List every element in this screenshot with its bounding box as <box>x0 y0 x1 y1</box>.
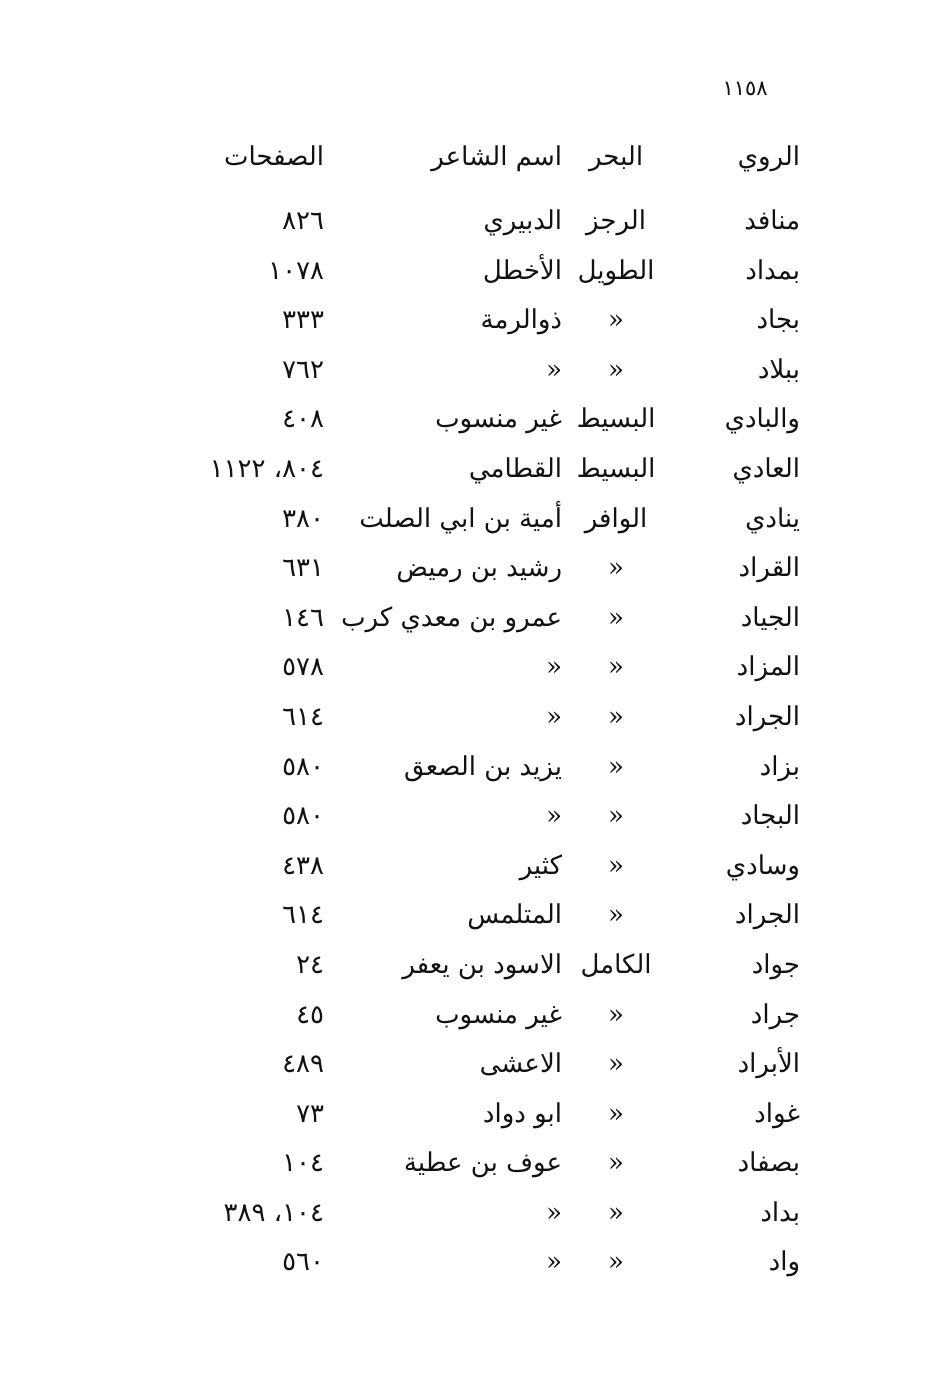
cell-poet: عمرو بن معدي كرب <box>341 602 562 633</box>
cell-poet: « <box>546 652 562 683</box>
cell-pages: ٥٦٠ <box>282 1247 324 1278</box>
cell-rawi: العادي <box>732 453 800 484</box>
cell-poet: الأخطل <box>482 255 562 286</box>
cell-bahr: الوافر <box>584 503 648 534</box>
cell-poet: « <box>546 701 562 732</box>
cell-pages: ١٠٤، ٣٨٩ <box>223 1197 324 1228</box>
cell-pages: ٨٢٦ <box>282 206 324 236</box>
cell-rawi: البجاد <box>740 801 800 832</box>
cell-poet: عوف بن عطية <box>403 1148 562 1179</box>
cell-pages: ٥٧٨ <box>282 652 324 683</box>
cell-bahr: « <box>608 354 624 385</box>
cell-rawi: غواد <box>754 1098 800 1129</box>
cell-poet: أمية بن ابي الصلت <box>359 503 562 534</box>
cell-pages: ٦١٤ <box>282 900 324 931</box>
cell-poet: « <box>546 354 562 385</box>
cell-bahr: « <box>608 900 624 931</box>
cell-pages: ١٠٧٨ <box>268 255 324 286</box>
cell-bahr: « <box>608 553 624 584</box>
table-row <box>0 1189 934 1239</box>
cell-bahr: « <box>608 751 624 782</box>
cell-bahr: « <box>608 701 624 732</box>
table-row <box>0 395 934 445</box>
rhyme-index-table <box>0 125 934 1288</box>
cell-rawi: بزاد <box>759 751 800 782</box>
cell-bahr: « <box>608 652 624 683</box>
cell-poet: الاسود بن يعفر <box>402 949 562 980</box>
page-number: ١١٥٨ <box>722 76 768 100</box>
cell-bahr: الرجز <box>586 206 646 236</box>
cell-bahr: « <box>608 999 624 1030</box>
cell-pages: ٣٨٠ <box>282 503 324 534</box>
cell-rawi: بجاد <box>756 305 800 336</box>
cell-poet: ابو دواد <box>482 1098 562 1129</box>
cell-rawi: المزاد <box>736 652 800 683</box>
cell-poet: المتلمس <box>467 900 562 931</box>
table-row <box>0 495 934 545</box>
cell-pages: ٧٦٢ <box>282 354 324 385</box>
cell-pages: ٣٣٣ <box>282 305 324 336</box>
table-row <box>0 643 934 693</box>
cell-poet: القطامي <box>468 453 562 484</box>
cell-poet: « <box>546 801 562 832</box>
table-header-row <box>0 125 934 197</box>
cell-rawi: واد <box>768 1247 800 1278</box>
cell-bahr: « <box>608 602 624 633</box>
cell-poet: « <box>546 1197 562 1228</box>
table-row <box>0 792 934 842</box>
cell-pages: ٥٨٠ <box>282 751 324 782</box>
cell-bahr: البسيط <box>576 404 656 435</box>
cell-pages: ١٤٦ <box>282 602 324 633</box>
cell-bahr: « <box>608 1049 624 1080</box>
cell-rawi: جواد <box>751 949 800 980</box>
cell-rawi: ببلاد <box>757 354 800 385</box>
table-row <box>0 1090 934 1140</box>
cell-poet: غير منسوب <box>435 999 562 1030</box>
table-row <box>0 346 934 396</box>
cell-pages: ٥٨٠ <box>282 801 324 832</box>
table-row <box>0 247 934 297</box>
table-row <box>0 1040 934 1090</box>
cell-bahr: « <box>608 305 624 336</box>
cell-pages: ٦٣١ <box>282 553 324 584</box>
cell-bahr: الكامل <box>580 949 652 980</box>
cell-pages: ٤٥ <box>296 999 324 1030</box>
header-bahr: البحر <box>588 142 644 172</box>
cell-rawi: بصفاد <box>737 1148 800 1179</box>
cell-poet: كثير <box>519 850 562 881</box>
cell-rawi: ينادي <box>745 503 800 534</box>
header-poet: اسم الشاعر <box>431 142 562 172</box>
cell-rawi: بداد <box>760 1197 800 1228</box>
table-row <box>0 544 934 594</box>
cell-rawi: جراد <box>750 999 800 1030</box>
cell-poet: الدبيري <box>483 206 562 236</box>
cell-poet: غير منسوب <box>435 404 562 435</box>
cell-pages: ٨٠٤، ١١٢٢ <box>209 453 324 484</box>
cell-rawi: الجراد <box>734 900 800 931</box>
cell-pages: ٤٠٨ <box>282 404 324 435</box>
table-row <box>0 445 934 495</box>
cell-bahr: « <box>608 850 624 881</box>
cell-rawi: وسادي <box>725 850 800 881</box>
cell-pages: ٦١٤ <box>282 701 324 732</box>
cell-poet: الاعشى <box>479 1049 562 1080</box>
cell-poet: « <box>546 1247 562 1278</box>
cell-poet: يزيد بن الصعق <box>404 751 562 782</box>
cell-rawi: بمداد <box>745 255 800 286</box>
table-row <box>0 197 934 247</box>
cell-poet: ذوالرمة <box>480 305 562 336</box>
table-row <box>0 693 934 743</box>
cell-rawi: الجياد <box>740 602 800 633</box>
table-row <box>0 1238 934 1288</box>
cell-bahr: البسيط <box>576 453 656 484</box>
table-row <box>0 991 934 1041</box>
table-row <box>0 842 934 892</box>
cell-pages: ١٠٤ <box>282 1148 324 1179</box>
cell-pages: ٢٤ <box>296 949 324 980</box>
cell-rawi: القراد <box>738 553 800 584</box>
cell-pages: ٧٣ <box>296 1098 324 1129</box>
cell-bahr: الطويل <box>577 255 655 286</box>
table-row <box>0 941 934 991</box>
table-row <box>0 1139 934 1189</box>
cell-bahr: « <box>608 1098 624 1129</box>
cell-bahr: « <box>608 1148 624 1179</box>
table-row <box>0 891 934 941</box>
cell-rawi: والبادي <box>724 404 800 435</box>
header-pages: الصفحات <box>223 142 324 172</box>
cell-bahr: « <box>608 801 624 832</box>
cell-bahr: « <box>608 1247 624 1278</box>
table-row <box>0 296 934 346</box>
cell-bahr: « <box>608 1197 624 1228</box>
cell-pages: ٤٣٨ <box>282 850 324 881</box>
cell-rawi: الأبراد <box>737 1049 800 1080</box>
table-row <box>0 743 934 793</box>
cell-rawi: الجراد <box>734 701 800 732</box>
table-row <box>0 594 934 644</box>
header-rawi: الروي <box>737 142 800 172</box>
cell-pages: ٤٨٩ <box>282 1049 324 1080</box>
cell-rawi: منافد <box>744 206 800 236</box>
cell-poet: رشيد بن رميض <box>396 553 562 584</box>
